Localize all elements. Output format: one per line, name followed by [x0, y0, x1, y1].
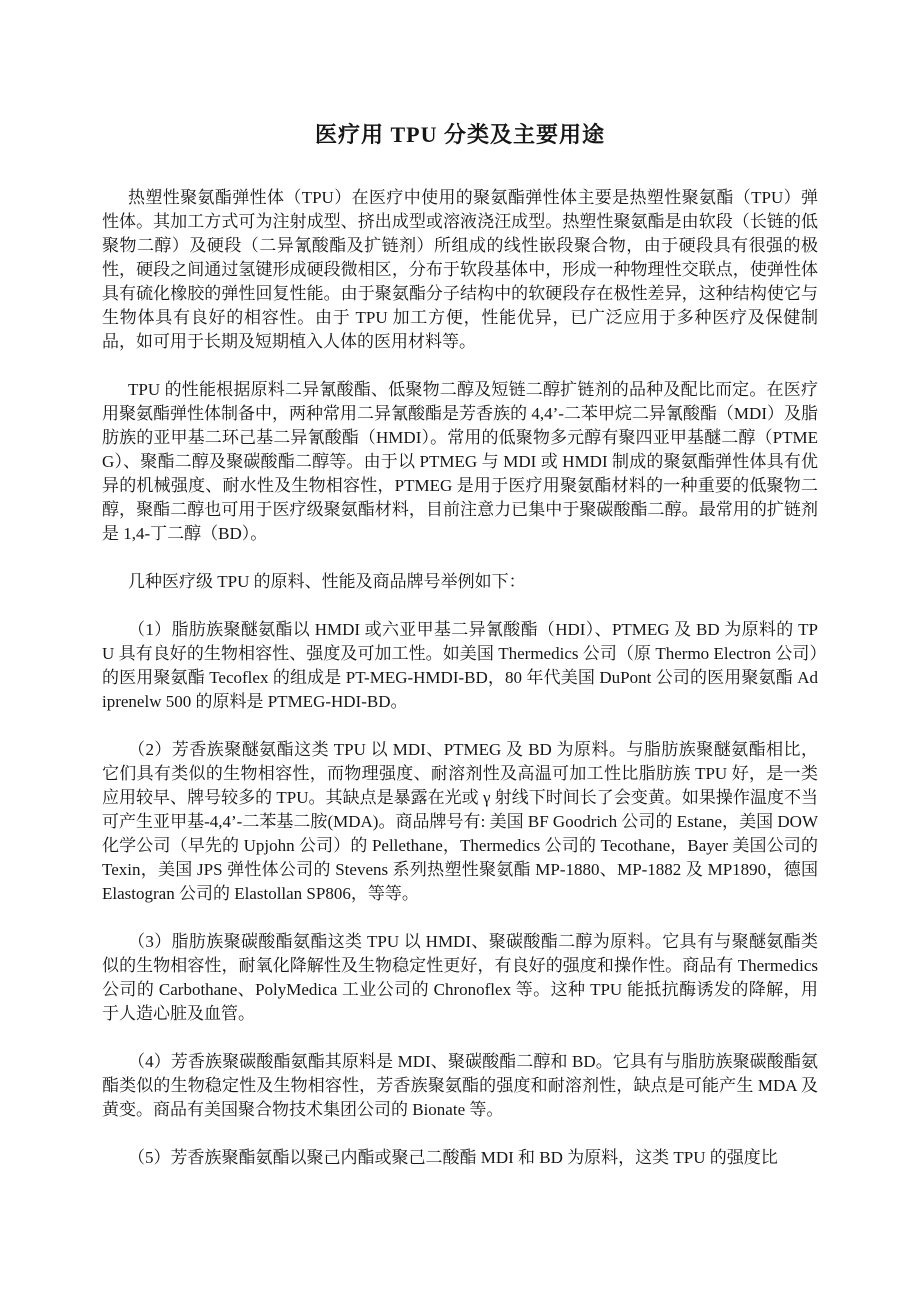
paragraph-item-5: （5）芳香族聚酯氨酯以聚己内酯或聚己二酸酯 MDI 和 BD 为原料，这类 TPU 的强度比: [128, 1148, 778, 1167]
paragraph-item-4: （4）芳香族聚碳酸酯氨酯其原料是 MDI、聚碳酸酯二醇和 BD。它具有与脂肪族聚碳酸酯氨酯类似的生物稳定性及生物相容性，芳香族聚氨酯的强度和耐溶剂性，缺点是可能产生 MDA 及黄变。商品有美国聚合物技术集团公司的 Bionate 等。: [102, 1052, 818, 1119]
paragraph-raw-materials: TPU 的性能根据原料二异氰酸酯、低聚物二醇及短链二醇扩链剂的品种及配比而定。在医疗用聚氨酯弹性体制备中，两种常用二异氰酸酯是芳香族的 4,4’-二苯甲烷二异氰酸酯（MDI）及脂肪族的亚甲基二环己基二异氰酸酯（HMDI）。常用的低聚物多元醇有聚四亚甲基醚二醇（PTMEG）、聚酯二醇及聚碳酸酯二醇等。由于以 PTMEG 与 MDI 或 HMDI 制成的聚氨酯弹性体具有优异的机械强度、耐水性及生物相容性，PTMEG 是用于医疗用聚氨酯材料的一种重要的低聚物二醇，聚酯二醇也可用于医疗级聚氨酯材料，目前注意力已集中于聚碳酸酯二醇。最常用的扩链剂是 1,4-丁二醇（BD）。: [102, 380, 818, 543]
paragraph-item-3: （3）脂肪族聚碳酸酯氨酯这类 TPU 以 HMDI、聚碳酸酯二醇为原料。它具有与聚醚氨酯类似的生物相容性，耐氧化降解性及生物稳定性更好，有良好的强度和操作性。商品有 Thermedics 公司的 Carbothane、PolyMedica 工业公司的 Chronoflex 等。这种 TPU 能抵抗酶诱发的降解，用于人造心脏及血管。: [102, 932, 818, 1023]
document-title: 医疗用 TPU 分类及主要用途: [314, 122, 605, 147]
paragraph-intro: 热塑性聚氨酯弹性体（TPU）在医疗中使用的聚氨酯弹性体主要是热塑性聚氨酯（TPU）弹性体。其加工方式可为注射成型、挤出成型或溶液浇汪成型。热塑性聚氨酯是由软段（长链的低聚物二醇）及硬段（二异氰酸酯及扩链剂）所组成的线性嵌段聚合物，由于硬段具有很强的极性，硬段之间通过氢键形成硬段微相区，分布于软段基体中，形成一种物理性交联点，使弹性体具有硫化橡胶的弹性回复性能。由于聚氨酯分子结构中的软硬段存在极性差异，这种结构使它与生物体具有良好的相容性。由于 TPU 加工方便，性能优异，已广泛应用于多种医疗及保健制品，如可用于长期及短期植入人体的医用材料等。: [102, 188, 818, 351]
paragraph-examples-intro: 几种医疗级 TPU 的原料、性能及商品牌号举例如下：: [128, 572, 526, 591]
paragraph-item-2: （2）芳香族聚醚氨酯这类 TPU 以 MDI、PTMEG 及 BD 为原料。与脂肪族聚醚氨酯相比，它们具有类似的生物相容性，而物理强度、耐溶剂性及高温可加工性比脂肪族 TPU 好，是一类应用较早、牌号较多的 TPU。其缺点是暴露在光或 γ 射线下时间长了会变黄。如果操作温度不当可产生亚甲基-4,4’-二苯基二胺(MDA)。商品牌号有: 美国 BF Goodrich 公司的 Estane，美国 DOW 化学公司（早先的 Upjohn 公司）的 Pellethane，Thermedics 公司的 Tecothane，Bayer 美国公司的 Texin，美国 JPS 弹性体公司的 Stevens 系列热塑性聚氨酯 MP-1880、MP-1882 及 MP1890，德国 Elastogran 公司的 Elastollan SP806，等等。: [102, 740, 818, 903]
paragraph-item-1: （1）脂肪族聚醚氨酯以 HMDI 或六亚甲基二异氰酸酯（HDI）、PTMEG 及 BD 为原料的 TPU 具有良好的生物相容性、强度及可加工性。如美国 Thermedics 公司（原 Thermo Electron 公司）的医用聚氨酯 Tecoflex 的组成是 PT-MEG-HMDI-BD，80 年代美国 DuPont 公司的医用聚氨酯 Adiprenelw 500 的原料是 PTMEG-HDI-BD。: [102, 620, 818, 711]
